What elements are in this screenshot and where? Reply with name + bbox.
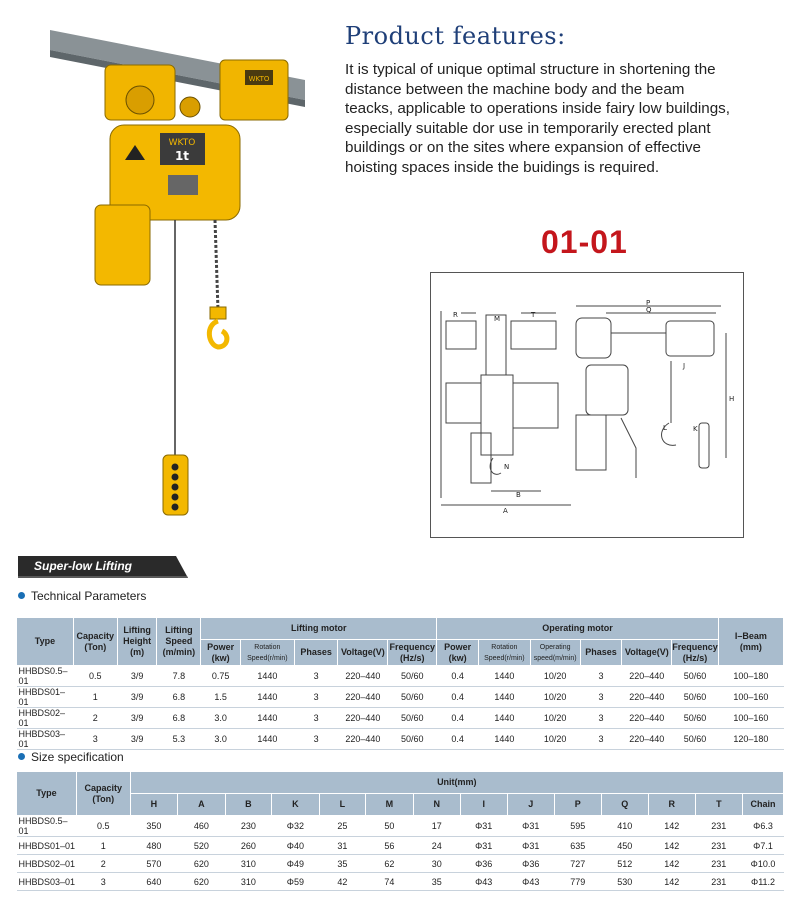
table-row: [17, 873, 784, 891]
table-cell: 3: [294, 729, 338, 750]
th-size-col: L: [319, 794, 365, 816]
drawing-label: P: [646, 299, 651, 307]
th-size-capacity: Capacity (Ton): [76, 772, 130, 816]
features-line: distance between the machine body and the beam: [345, 80, 685, 98]
hoist-brand: WKTO: [168, 138, 196, 148]
table-cell: 1440: [478, 729, 530, 750]
tech-table: [16, 617, 784, 750]
table-cell: 0.4: [437, 666, 479, 687]
table-cell: Φ49: [272, 855, 320, 873]
table-cell: 50/60: [388, 666, 437, 687]
th-lm-phases: Phases: [294, 640, 338, 666]
th-om-rotation: Rotation Speed(r/min): [478, 640, 530, 666]
table-cell: 50/60: [672, 687, 719, 708]
bullet-icon: [18, 753, 25, 760]
table-cell: 24: [413, 837, 460, 855]
table-cell: 50/60: [672, 708, 719, 729]
table-cell: 0.4: [437, 687, 479, 708]
table-cell: 50/60: [672, 729, 719, 750]
table-cell: 3: [76, 873, 130, 891]
th-size-col: Chain: [743, 794, 784, 816]
table-cell: Φ6.3: [743, 816, 784, 837]
features-title: Product features:: [345, 22, 566, 50]
th-om-power: Power (kw): [437, 640, 479, 666]
tech-heading: [18, 589, 146, 603]
model-code: 01-01: [541, 224, 628, 260]
table-cell: 3: [73, 729, 117, 750]
tech-heading-label: Technical Parameters: [31, 589, 147, 603]
th-size-col: I: [460, 794, 507, 816]
table-cell: Φ7.1: [743, 837, 784, 855]
table-cell: 100–160: [718, 708, 783, 729]
th-size-col: A: [178, 794, 226, 816]
drawing-label: J: [683, 362, 686, 370]
table-cell: 17: [413, 816, 460, 837]
table-cell: 260: [225, 837, 272, 855]
table-cell: 100–160: [718, 687, 783, 708]
features-line: buildings or on the sites where expansion of effective: [345, 139, 702, 156]
table-cell: 1440: [240, 708, 294, 729]
features-body: [345, 60, 795, 177]
size-heading: [18, 750, 124, 764]
drawing-label: R: [453, 311, 458, 319]
th-lm-power: Power (kw): [201, 640, 241, 666]
drawing-label: L: [663, 424, 667, 432]
table-cell: 50/60: [388, 708, 437, 729]
size-col-heads: [17, 794, 784, 816]
table-cell: 1: [76, 837, 130, 855]
table-row: [17, 666, 784, 687]
table-cell: HHBDS03–01: [17, 729, 74, 750]
table-cell: 56: [366, 837, 413, 855]
table-cell: 10/20: [530, 708, 580, 729]
table-row: [17, 855, 784, 873]
th-operating-motor: Operating motor: [437, 618, 718, 640]
table-cell: 231: [695, 816, 743, 837]
table-cell: 25: [319, 816, 365, 837]
th-size-col: B: [225, 794, 272, 816]
th-size-unit: Unit(mm): [130, 772, 783, 794]
hoist-capacity-mark: 1t: [174, 149, 190, 163]
drawing-label: H: [729, 395, 735, 403]
table-cell: 460: [178, 816, 226, 837]
size-table-body: [17, 816, 784, 891]
th-om-frequency: Frequency (Hz/s): [672, 640, 719, 666]
table-cell: 6.8: [157, 687, 201, 708]
table-cell: 50/60: [388, 729, 437, 750]
table-cell: 640: [130, 873, 178, 891]
table-cell: 220–440: [622, 729, 672, 750]
drawing-label: K: [693, 425, 698, 433]
table-row: [17, 687, 784, 708]
bullet-icon: [18, 592, 25, 599]
table-cell: 530: [601, 873, 649, 891]
table-cell: 6.8: [157, 708, 201, 729]
tech-table-body: [17, 666, 784, 750]
table-cell: 3/9: [117, 687, 157, 708]
table-cell: 727: [555, 855, 602, 873]
table-row: [17, 816, 784, 837]
features-line: hoisting spaces inside the buidings is required.: [345, 158, 660, 176]
th-capacity: Capacity (Ton): [73, 618, 117, 666]
section-banner-label: Super-low Lifting: [34, 559, 132, 573]
table-cell: 1440: [478, 708, 530, 729]
table-cell: Φ43: [460, 873, 507, 891]
table-cell: 220–440: [622, 708, 672, 729]
th-ibeam: I–Beam (mm): [718, 618, 783, 666]
table-cell: HHBDS02–01: [17, 708, 74, 729]
table-cell: 3: [580, 729, 622, 750]
table-cell: Φ11.2: [743, 873, 784, 891]
table-cell: 635: [555, 837, 602, 855]
table-cell: 220–440: [338, 729, 388, 750]
table-cell: Φ31: [507, 837, 555, 855]
table-cell: 62: [366, 855, 413, 873]
table-cell: 50/60: [672, 666, 719, 687]
table-cell: 10/20: [530, 687, 580, 708]
th-lifting-speed: Lifting Speed (m/min): [157, 618, 201, 666]
table-cell: 1.5: [201, 687, 241, 708]
table-cell: 231: [695, 873, 743, 891]
table-cell: 3: [580, 687, 622, 708]
table-cell: 3: [294, 687, 338, 708]
table-cell: 0.4: [437, 729, 479, 750]
drawing-label: B: [516, 491, 521, 499]
table-cell: 620: [178, 873, 226, 891]
table-cell: 142: [649, 873, 696, 891]
table-cell: 3.0: [201, 708, 241, 729]
table-cell: 31: [319, 837, 365, 855]
table-cell: 410: [601, 816, 649, 837]
table-row: [17, 708, 784, 729]
table-cell: 35: [413, 873, 460, 891]
table-cell: 3/9: [117, 729, 157, 750]
drawing-label: N: [504, 463, 510, 471]
table-cell: HHBDS01–01: [17, 687, 74, 708]
th-size-col: N: [413, 794, 460, 816]
table-cell: 0.4: [437, 708, 479, 729]
table-cell: 779: [555, 873, 602, 891]
table-cell: 1: [73, 687, 117, 708]
features-line: teacks, applicable to operations inside fairy low buildings,: [345, 100, 730, 117]
table-cell: 1440: [478, 687, 530, 708]
table-cell: 1440: [240, 729, 294, 750]
table-cell: 74: [366, 873, 413, 891]
table-cell: 570: [130, 855, 178, 873]
trolley-brand: WKTO: [248, 75, 270, 83]
dimension-drawing: [430, 272, 744, 538]
th-size-col: P: [555, 794, 602, 816]
th-lm-voltage: Voltage(V): [338, 640, 388, 666]
table-cell: Φ10.0: [743, 855, 784, 873]
table-cell: 5.3: [157, 729, 201, 750]
table-cell: 220–440: [622, 666, 672, 687]
table-cell: Φ31: [507, 816, 555, 837]
table-cell: 142: [649, 816, 696, 837]
table-cell: Φ31: [460, 816, 507, 837]
table-cell: 231: [695, 837, 743, 855]
table-cell: Φ31: [460, 837, 507, 855]
table-cell: 142: [649, 837, 696, 855]
table-cell: 2: [73, 708, 117, 729]
table-cell: 120–180: [718, 729, 783, 750]
table-cell: HHBDS02–01: [17, 855, 77, 873]
th-size-col: R: [649, 794, 696, 816]
th-lifting-height: Lifting Height (m): [117, 618, 157, 666]
size-heading-label: Size specification: [31, 750, 124, 764]
th-lm-frequency: Frequency (Hz/s): [388, 640, 437, 666]
table-cell: 30: [413, 855, 460, 873]
table-cell: Φ36: [507, 855, 555, 873]
drawing-svg: [431, 273, 743, 537]
table-cell: 220–440: [338, 687, 388, 708]
th-size-col: Q: [601, 794, 649, 816]
table-cell: 1440: [240, 666, 294, 687]
th-size-col: T: [695, 794, 743, 816]
table-cell: 480: [130, 837, 178, 855]
table-cell: 50: [366, 816, 413, 837]
th-size-col: M: [366, 794, 413, 816]
table-cell: 595: [555, 816, 602, 837]
table-cell: 3.0: [201, 729, 241, 750]
table-cell: 2: [76, 855, 130, 873]
th-om-voltage: Voltage(V): [622, 640, 672, 666]
table-cell: 3: [580, 666, 622, 687]
table-cell: 1440: [478, 666, 530, 687]
table-cell: 231: [695, 855, 743, 873]
drawing-label: T: [531, 311, 536, 319]
th-size-type: Type: [17, 772, 77, 816]
table-cell: 3/9: [117, 666, 157, 687]
drawing-label: Q: [646, 306, 652, 314]
table-cell: 1440: [240, 687, 294, 708]
table-cell: 350: [130, 816, 178, 837]
table-cell: 230: [225, 816, 272, 837]
table-cell: 310: [225, 855, 272, 873]
table-cell: 7.8: [157, 666, 201, 687]
table-cell: 10/20: [530, 729, 580, 750]
table-cell: 0.5: [76, 816, 130, 837]
table-cell: HHBDS0.5–01: [17, 666, 74, 687]
table-cell: 3: [294, 666, 338, 687]
table-cell: 520: [178, 837, 226, 855]
features-line: It is typical of unique optimal structure in shortening the: [345, 61, 716, 78]
table-cell: 142: [649, 855, 696, 873]
th-type: Type: [17, 618, 74, 666]
size-table: [16, 771, 784, 891]
table-cell: Φ43: [507, 873, 555, 891]
th-om-speed: Operating speed(m/min): [530, 640, 580, 666]
table-cell: 0.75: [201, 666, 241, 687]
table-cell: HHBDS03–01: [17, 873, 77, 891]
table-cell: 35: [319, 855, 365, 873]
table-cell: 220–440: [338, 708, 388, 729]
table-cell: 450: [601, 837, 649, 855]
drawing-label: A: [503, 507, 508, 515]
table-cell: 3: [294, 708, 338, 729]
drawing-label: M: [494, 315, 501, 323]
table-row: [17, 837, 784, 855]
table-cell: 512: [601, 855, 649, 873]
table-cell: HHBDS01–01: [17, 837, 77, 855]
th-lifting-motor: Lifting motor: [201, 618, 437, 640]
table-cell: 50/60: [388, 687, 437, 708]
table-cell: 3/9: [117, 708, 157, 729]
table-cell: 620: [178, 855, 226, 873]
table-cell: Φ36: [460, 855, 507, 873]
table-cell: Φ32: [272, 816, 320, 837]
table-cell: 3: [580, 708, 622, 729]
table-row: [17, 729, 784, 750]
table-cell: 310: [225, 873, 272, 891]
table-cell: Φ40: [272, 837, 320, 855]
th-size-col: J: [507, 794, 555, 816]
table-cell: 42: [319, 873, 365, 891]
table-cell: 0.5: [73, 666, 117, 687]
th-size-col: H: [130, 794, 178, 816]
th-om-phases: Phases: [580, 640, 622, 666]
hoist-photo: [50, 25, 310, 525]
table-cell: HHBDS0.5–01: [17, 816, 77, 837]
table-cell: 100–180: [718, 666, 783, 687]
table-cell: 10/20: [530, 666, 580, 687]
table-cell: 220–440: [338, 666, 388, 687]
table-cell: 220–440: [622, 687, 672, 708]
th-lm-rotation: Rotation Speed(r/min): [240, 640, 294, 666]
th-size-col: K: [272, 794, 320, 816]
features-line: especially suitable dor use in temporarily erected plant: [345, 119, 711, 137]
table-cell: Φ59: [272, 873, 320, 891]
